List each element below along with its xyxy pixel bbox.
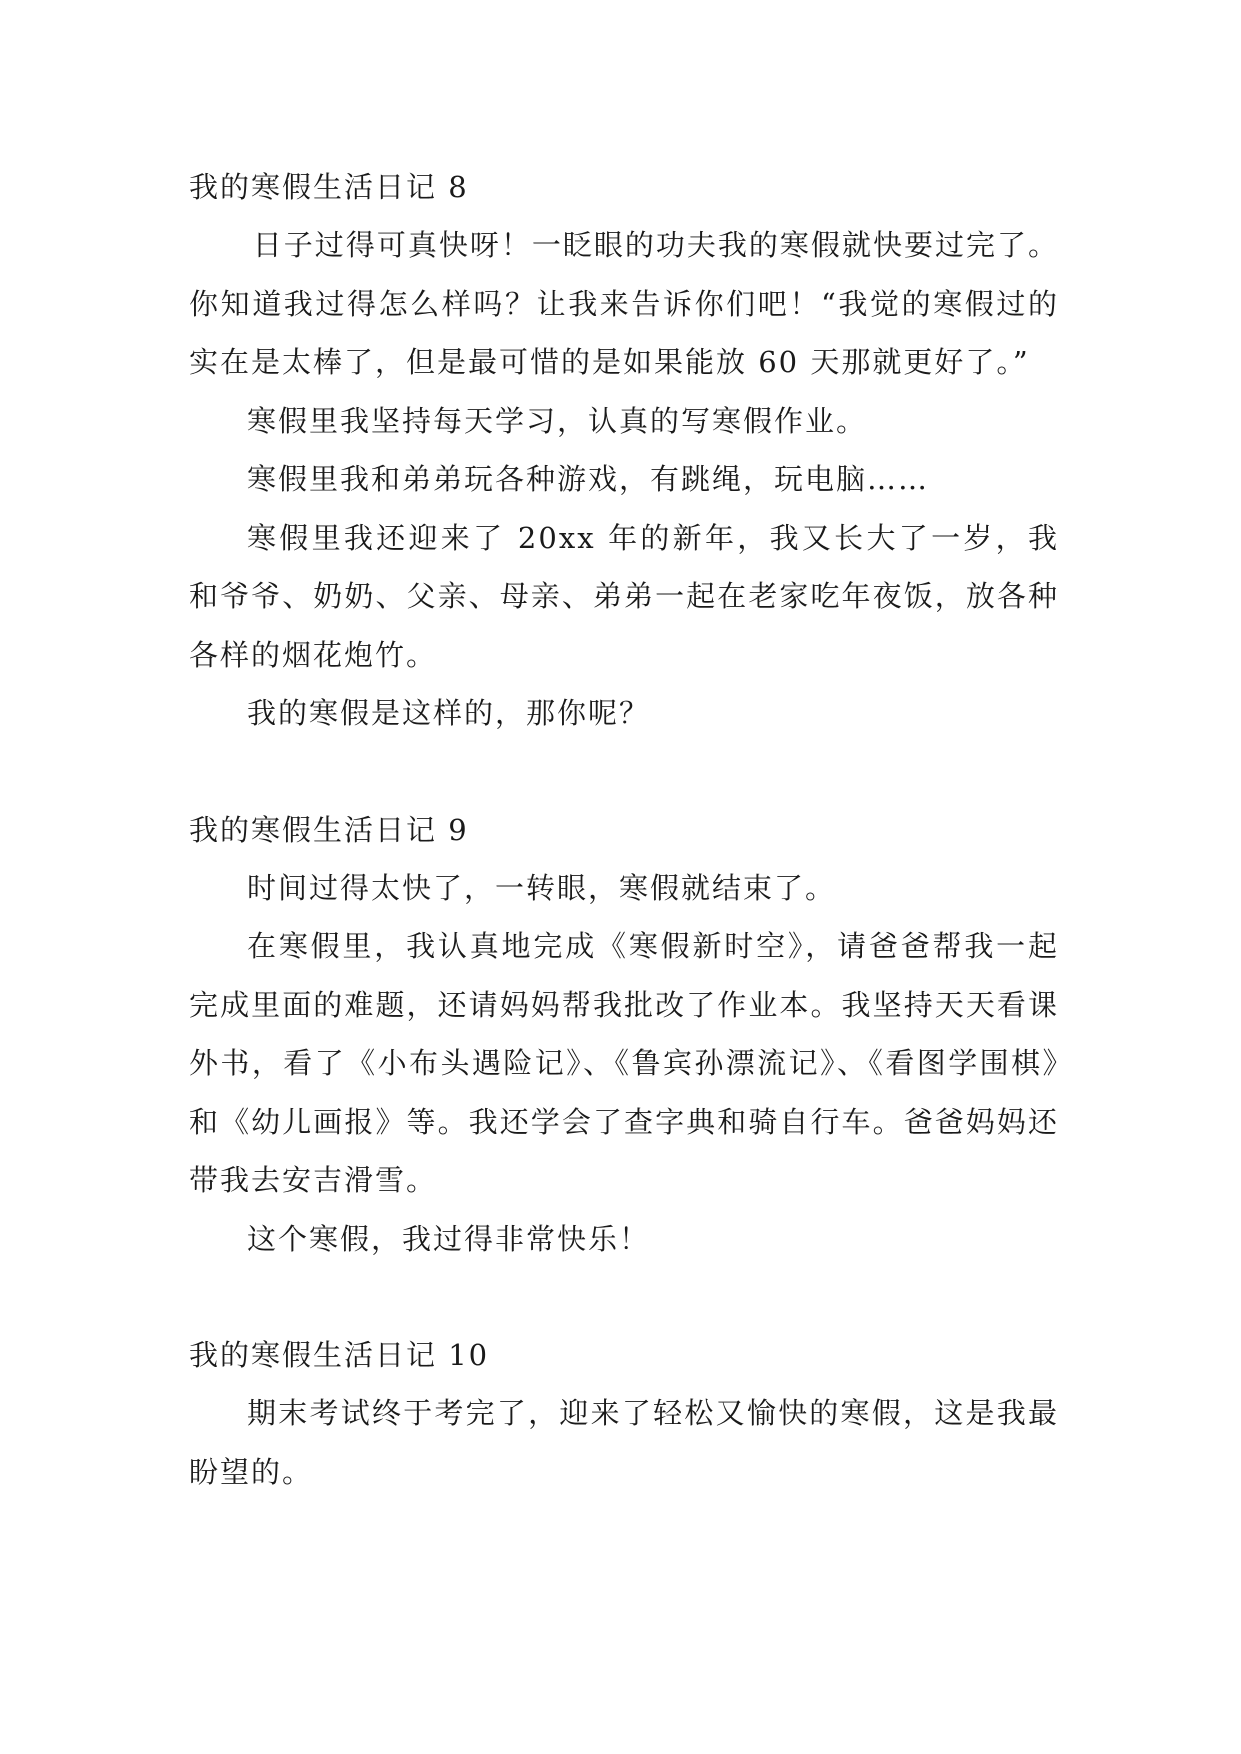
diary-title: 我的寒假生活日记 9 [189,812,469,847]
diary-title: 我的寒假生活日记 8 [189,170,469,204]
diary-entry-10 [189,1326,1059,1501]
diary-paragraph: 寒假里我还迎来了 20xx 年的新年，我又长大了一岁，我和爷爷、奶奶、父亲、母亲、弟弟一起在老家吃年夜饭，放各种各样的烟花炮竹。 [189,520,1059,672]
diary-title: 我的寒假生活日记 10 [189,1338,490,1372]
diary-paragraph: 寒假里我和弟弟玩各种游戏，有跳绳，玩电脑…… [247,462,930,496]
diary-paragraph: 在寒假里，我认真地完成《寒假新时空》，请爸爸帮我一起完成里面的难题，还请妈妈帮我批改了作业本。我坚持天天看课外书，看了《小布头遇险记》、《鲁宾孙漂流记》、《看图学围棋》和《幼儿画报》等。我还学会了查字典和骑自行车。爸爸妈妈还带我去安吉滑雪。 [189,929,1059,1197]
diary-entry-9 [189,801,1059,1269]
diary-paragraph: 日子过得可真快呀！一眨眼的功夫我的寒假就快要过完了。你知道我过得怎么样吗？让我来告诉你们吧！“我觉的寒假过的实在是太棒了，但是最可惜的是如果能放 60 天那就更好了。” [189,228,1059,379]
diary-paragraph: 时间过得太快了，一转眼，寒假就结束了。 [247,870,837,905]
diary-paragraph: 我的寒假是这样的，那你呢？ [247,696,651,730]
document-page [189,158,1059,1501]
diary-paragraph: 期末考试终于考完了，迎来了轻松又愉快的寒假，这是我最盼望的。 [189,1396,1059,1489]
diary-paragraph: 这个寒假，我过得非常快乐！ [247,1221,651,1256]
diary-paragraph: 寒假里我坚持每天学习，认真的写寒假作业。 [247,403,868,438]
diary-entry-8 [189,158,1059,743]
